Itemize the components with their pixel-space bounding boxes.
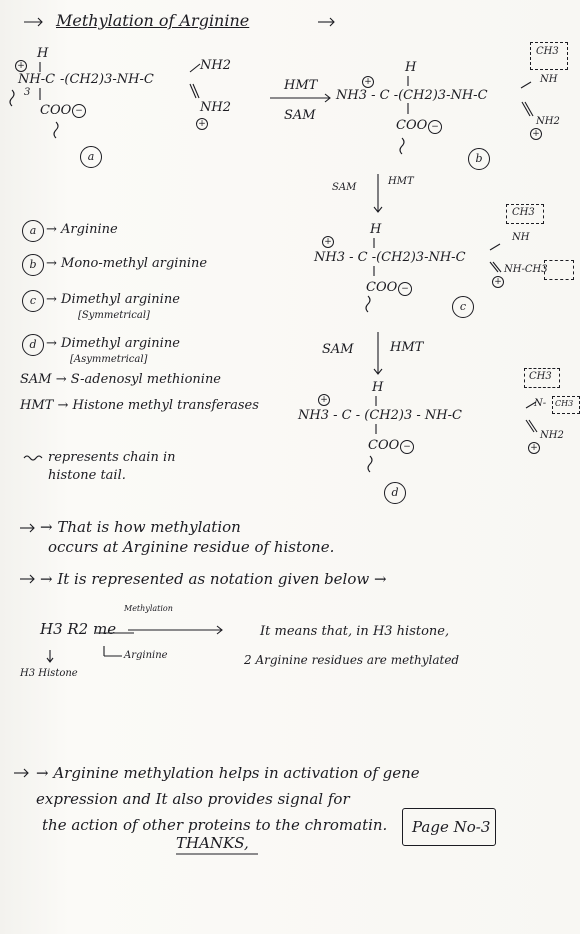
label-c: c [452,296,474,318]
abbr-wavy: represents chain in [48,450,176,465]
note-line: occurs at Arginine residue of histone. [48,538,335,556]
meaning-line: It means that, in H3 histone, [260,624,450,639]
legend-item: → Mono-methyl arginine [46,256,208,271]
paragraph-line: expression and It also provides signal for [36,790,350,808]
meaning-line: 2 Arginine residues are methylated [244,653,460,667]
abbr-sam: SAM → S-adenosyl methionine [20,372,222,387]
abbr-hmt: HMT → Histone methyl transferases [20,398,259,413]
arrow-bottom-label: SAM [284,108,316,123]
paragraph-line: the action of other proteins to the chromatin. [42,816,388,834]
legend-item: → Arginine [46,222,118,237]
note-line: → It is represented as notation given below → [40,570,387,588]
carboxylate: COO [40,103,72,118]
label-d: d [384,482,406,504]
thanks-text: THANKS, [176,834,249,852]
legend-item: → Dimethyl arginine [46,336,180,351]
notation: H3 R2 me [40,620,117,638]
side-chain: -(CH2)3-NH-C [60,72,154,87]
note-line: → That is how methylation [40,518,241,536]
label-a: a [80,146,102,168]
alpha-carbon: NH-C [18,72,56,87]
wavy-legend-icon [24,456,42,460]
label-b: b [468,148,490,170]
paragraph-line: → Arginine methylation helps in activation of gene [36,764,420,782]
page-title: Methylation of Arginine [56,11,250,30]
arrow-top-label: HMT [284,78,318,93]
wavy-chain-a [10,90,14,106]
page-number: Page No-3 [412,818,491,836]
legend-item: → Dimethyl arginine [46,292,180,307]
